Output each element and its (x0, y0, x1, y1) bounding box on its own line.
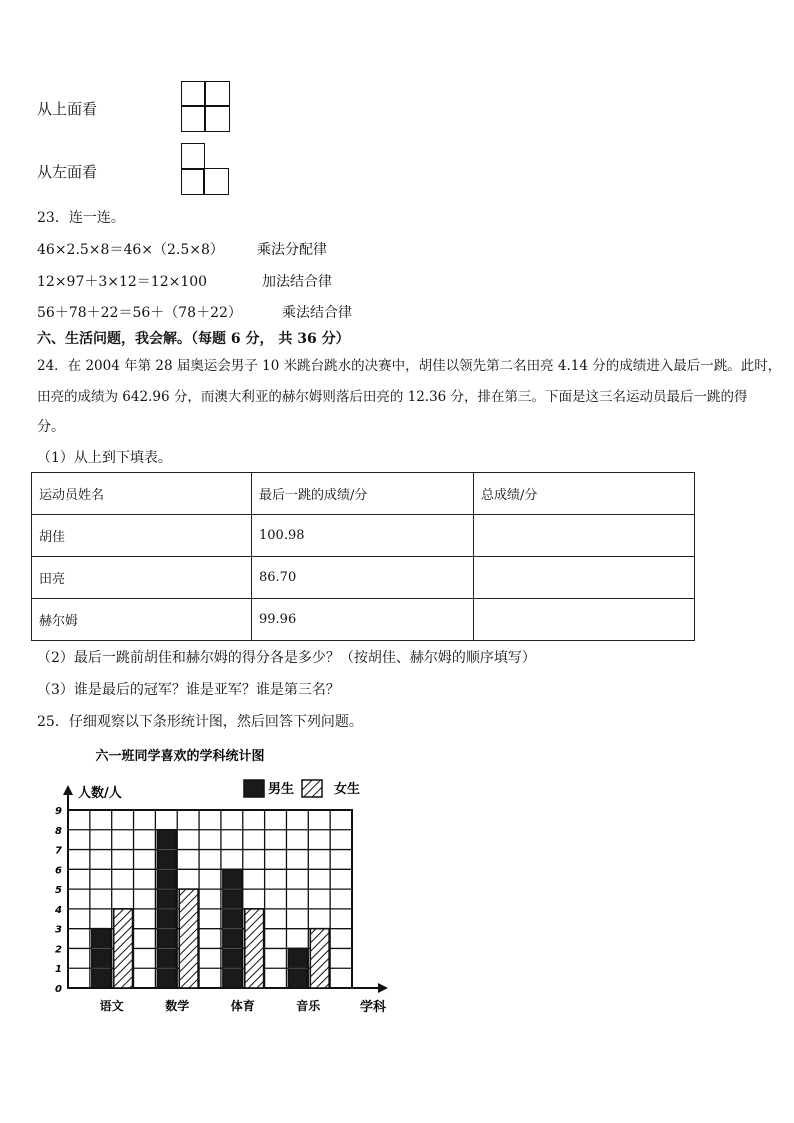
q24-line-1: 24．在 2004 年第 28 届奥运会男子 10 米跳台跳水的决赛中，胡佳以领先第二名田亮 4.14 分的成绩进入最后一跳。此时， (37, 358, 782, 374)
total-score-cell[interactable] (474, 599, 695, 641)
q24-sub-1: （1）从上到下填表。 (37, 450, 172, 466)
chart-title: 六一班同学喜欢的学科统计图 (95, 749, 265, 764)
category-label: 数学 (165, 999, 190, 1013)
bar-female (114, 909, 133, 988)
athlete-name: 胡佳 (32, 515, 252, 557)
y-tick-label: 3 (55, 924, 62, 936)
total-score-cell[interactable] (474, 557, 695, 599)
y-axis-arrow (63, 785, 73, 795)
table-header: 最后一跳的成绩/分 (252, 473, 474, 515)
last-jump-score: 86.70 (252, 557, 474, 599)
y-tick-label: 2 (55, 944, 62, 956)
last-jump-score: 99.96 (252, 599, 474, 641)
top-view-figure (181, 81, 230, 132)
legend-label-male: 男生 (268, 782, 295, 797)
y-tick-label: 0 (55, 984, 62, 995)
category-label: 语文 (99, 999, 124, 1013)
q23-law-3: 乘法结合律 (282, 305, 352, 321)
y-tick-label: 8 (55, 825, 62, 837)
total-score-cell[interactable] (474, 515, 695, 557)
last-jump-score: 100.98 (252, 515, 474, 557)
bar-female (310, 929, 329, 988)
left-view-label: 从左面看 (37, 163, 98, 181)
category-label: 音乐 (296, 999, 321, 1013)
y-axis-label: 人数/人 (78, 786, 122, 801)
bar-female (179, 889, 198, 988)
table-row (32, 557, 695, 599)
y-tick-label: 4 (55, 904, 62, 916)
q23-expr-3: 56＋78＋22＝56＋（78＋22） (37, 305, 242, 321)
y-tick-label: 1 (55, 964, 62, 976)
q23-expr-1: 46×2.5×8＝46×（2.5×8） (37, 242, 224, 258)
y-tick-label: 9 (55, 806, 62, 817)
legend-swatch-female (302, 780, 322, 797)
athlete-name: 赫尔姆 (32, 599, 252, 641)
table-header: 总成绩/分 (474, 473, 695, 515)
q23-expr-2: 12×97＋3×12＝12×100 (37, 274, 208, 290)
score-table (31, 472, 695, 641)
q23-law-1: 乘法分配律 (257, 242, 327, 258)
y-tick-label: 5 (55, 885, 62, 897)
category-label: 体育 (230, 999, 255, 1013)
bar-chart (0, 735, 420, 1025)
table-header-row (32, 473, 695, 515)
table-row (32, 599, 695, 641)
y-tick-label: 6 (55, 865, 62, 877)
legend-swatch-male (244, 780, 264, 797)
chart-legend (244, 780, 360, 797)
q23-law-2: 加法结合律 (262, 274, 332, 290)
x-axis-label: 学科 (360, 1000, 387, 1015)
q24-line-3: 分。 (37, 419, 65, 435)
q25-title: 25．仔细观察以下条形统计图，然后回答下列问题。 (37, 714, 363, 730)
table-row (32, 515, 695, 557)
section-6-title: 六、生活问题，我会解。（每题 6 分， 共 36 分） (37, 331, 350, 347)
left-view-figure (181, 143, 229, 195)
y-tick-label: 7 (55, 845, 62, 857)
athlete-name: 田亮 (32, 557, 252, 599)
q23-title: 23．连一连。 (37, 210, 125, 226)
bar-female (245, 909, 264, 988)
legend-label-female: 女生 (334, 782, 361, 797)
q24-sub-2: （2）最后一跳前胡佳和赫尔姆的得分各是多少？（按胡佳、赫尔姆的顺序填写） (37, 650, 536, 666)
bar-male (92, 929, 111, 988)
table-header: 运动员姓名 (32, 473, 252, 515)
x-axis-arrow (378, 983, 388, 993)
top-view-label: 从上面看 (37, 100, 98, 118)
q24-line-2: 田亮的成绩为 642.96 分，而澳大利亚的赫尔姆则落后田亮的 12.36 分，排在第三。下面是这三名运动员最后一跳的得 (37, 389, 748, 405)
q24-sub-3: （3）谁是最后的冠军？谁是亚军？谁是第三名？ (37, 682, 340, 698)
